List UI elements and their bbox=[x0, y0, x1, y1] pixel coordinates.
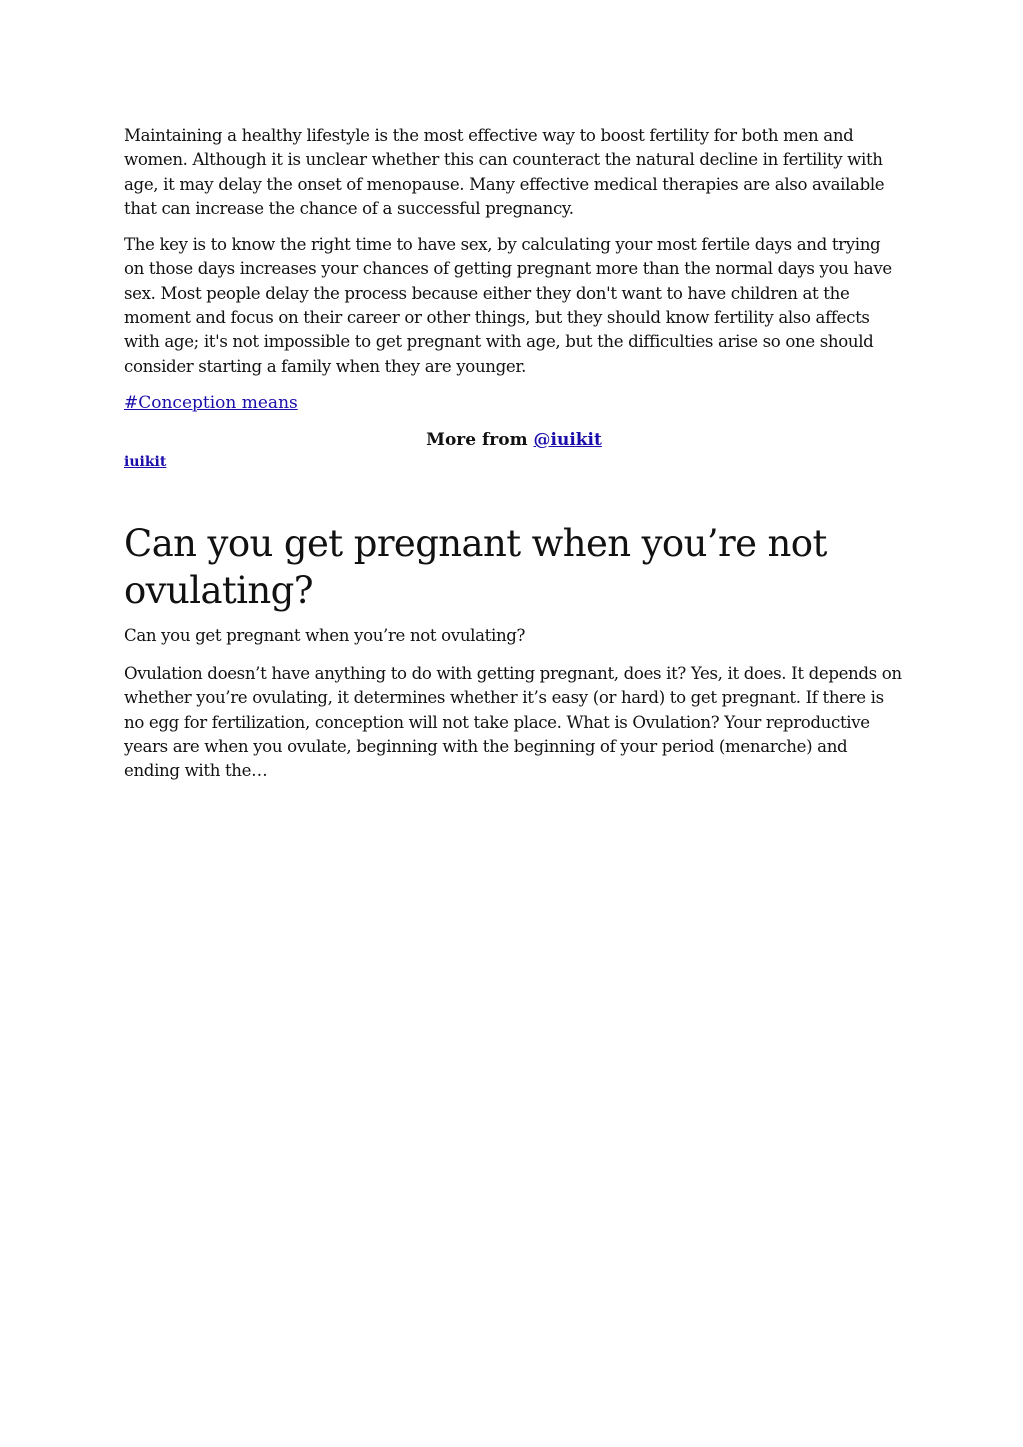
hashtag-row bbox=[124, 391, 904, 416]
next-article-excerpt: Ovulation doesn’t have anything to do with getting pregnant, does it? Yes, it does. It depends on whether you’re ovulating, it determines whether it’s easy (or hard) to get pregnant. If there is no egg for fertilization, conception will not take place. What is Ovulation? Your reproductive years are when you ovulate, beginning with the beginning of your period (menarche) and ending with the… bbox=[124, 663, 902, 781]
article-paragraph-1: Maintaining a healthy lifestyle is the most effective way to boost fertility for both men and women. Although it is unclear whether this can counteract the natural decline in fertility with age, it may delay the onset of menopause. Many effective medical therapies are also available that can increase the chance of a successful pregnancy. bbox=[124, 126, 885, 218]
document-page bbox=[124, 124, 904, 795]
next-article-title[interactable]: Can you get pregnant when you’re not ovulating? bbox=[124, 521, 827, 612]
more-from-handle-link[interactable]: @iuikit bbox=[533, 429, 602, 450]
next-article-subtitle: Can you get pregnant when you’re not ovulating? bbox=[124, 625, 526, 645]
article-paragraph-2: The key is to know the right time to have sex, by calculating your most fertile days and trying on those days increases your chances of getting pregnant more than the normal days you have sex. Most people delay the process because either they don't want to have children at the moment and focus on their career or other things, but they should know fertility also affects with age; it's not impossible to get pregnant with age, but the difficulties arise so one should consider starting a family when they are younger. bbox=[124, 235, 892, 376]
author-link[interactable]: iuikit bbox=[124, 453, 167, 470]
more-from-heading bbox=[124, 428, 904, 452]
more-from-prefix: More from bbox=[426, 429, 534, 450]
hashtag-link[interactable]: #Conception means bbox=[124, 392, 298, 413]
